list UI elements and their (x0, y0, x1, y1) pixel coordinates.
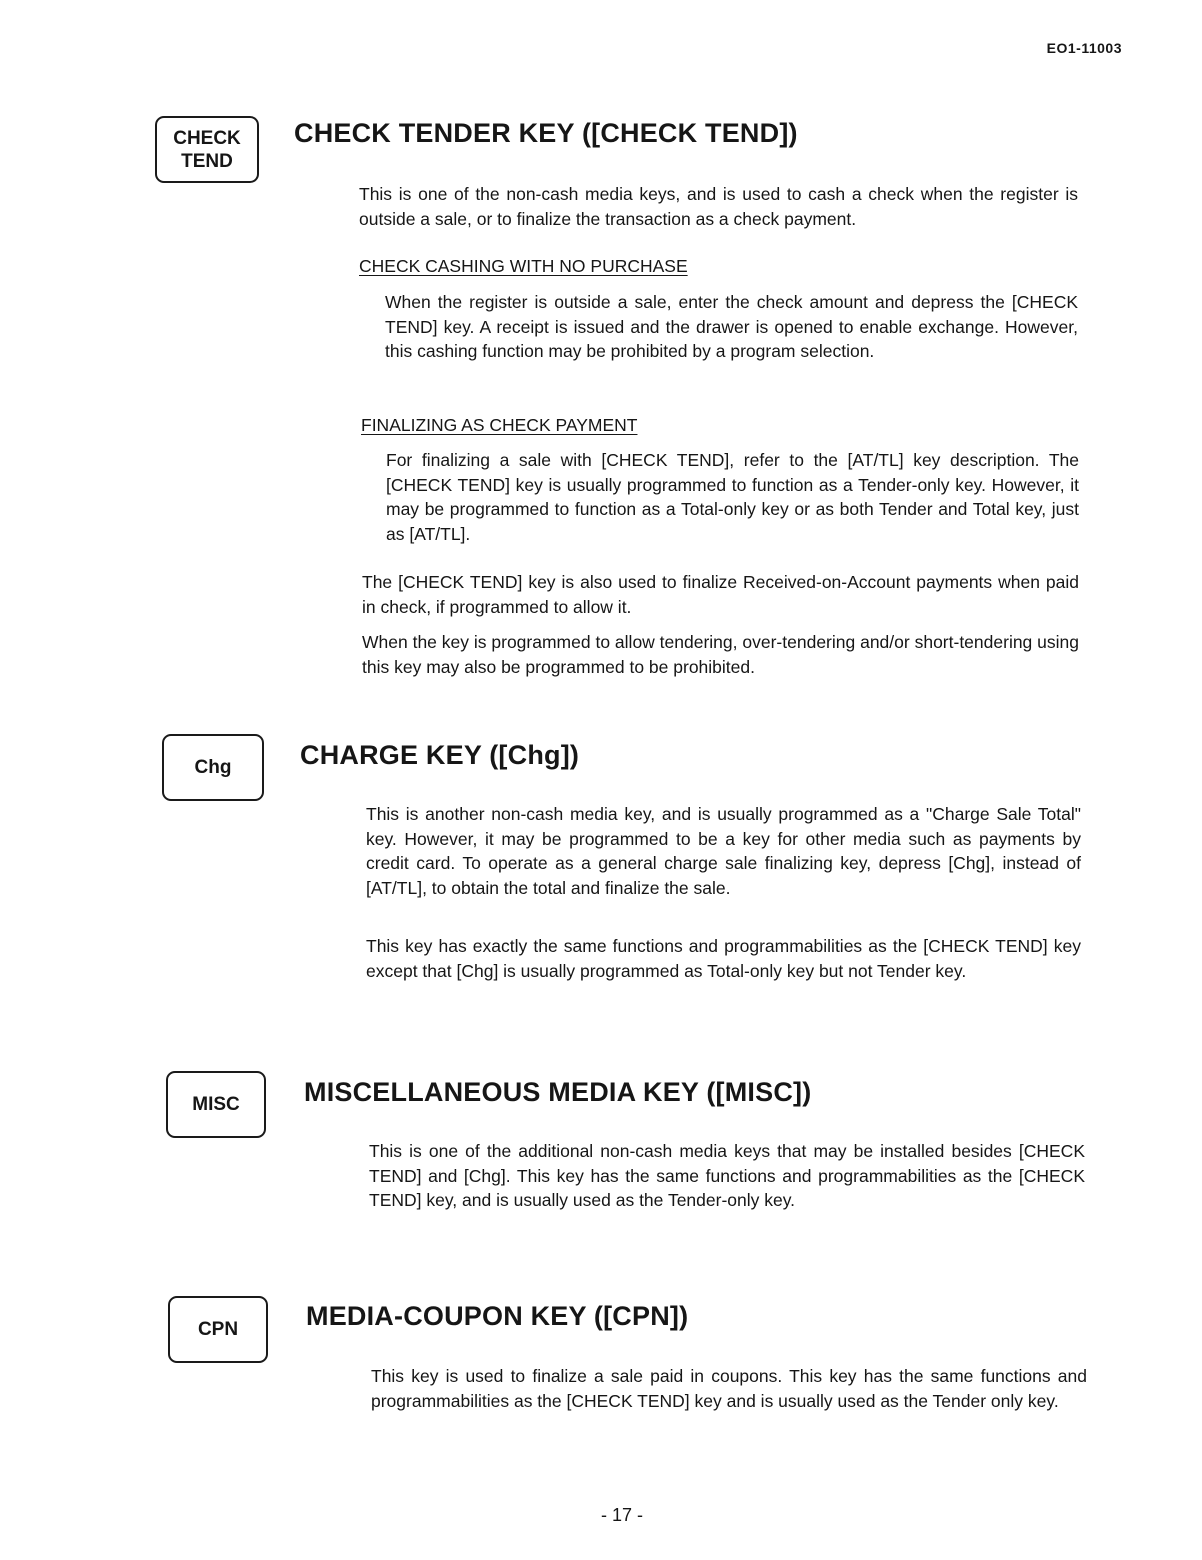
cpn-para-1: This key is used to finalize a sale paid in coupons. This key has the same functions and programmabilities as the [CHECK TEND] key and is usually used as the Tender only key. (371, 1366, 1087, 1411)
key-label: CPN (197, 1319, 239, 1340)
check-tend-intro: This is one of the non-cash media keys, and is used to cash a check when the register is outside a sale, or to finalize the transaction as a check payment. (359, 184, 1078, 229)
subheading-finalizing-check: FINALIZING AS CHECK PAYMENT (361, 415, 638, 435)
check-tend-para-roa: The [CHECK TEND] key is also used to finalize Received-on-Account payments when paid in check, if programmed to allow it. (362, 572, 1079, 617)
key-label-line-2: TEND (181, 150, 233, 172)
misc-key-icon (166, 1071, 266, 1138)
section-title-check-tend: CHECK TENDER KEY ([CHECK TEND]) (294, 118, 798, 148)
chg-para-1: This is another non-cash media key, and is usually programmed as a "Charge Sale Total" key. However, it may be programmed to be a key for other media such as payments by credit card. To operate as a general charge sale finalizing key, depress [Chg], instead of [AT/TL], to obtain the total and finalize the sale. (366, 804, 1081, 898)
chg-key-icon (162, 734, 264, 801)
section-title-chg: CHARGE KEY ([Chg]) (300, 740, 580, 770)
key-label: Chg (194, 757, 232, 778)
key-label-line-1: CHECK (173, 127, 241, 149)
finalizing-check-text: For finalizing a sale with [CHECK TEND], refer to the [AT/TL] key description. The [CHECK TEND] key is usually programmed to function as a Tender-only key. However, it may be programmed to function as a Total-only key or as both Tender and Total key, just as [AT/TL]. (386, 450, 1079, 544)
page-number: - 17 - (600, 1505, 643, 1525)
section-title-misc: MISCELLANEOUS MEDIA KEY ([MISC]) (304, 1077, 812, 1107)
section-title-cpn: MEDIA-COUPON KEY ([CPN]) (306, 1301, 689, 1331)
chg-para-2: This key has exactly the same functions and programmabilities as the [CHECK TEND] key except that [Chg] is usually programmed as Total-only key but not Tender key. (366, 936, 1081, 981)
document-code: EO1-11003 (1046, 40, 1122, 56)
misc-para-1: This is one of the additional non-cash media keys that may be installed besides [CHECK TEND] and [Chg]. This key has the same functions and programmabilities as the [CHECK TEND] key, and is usually used as the Tender-only key. (369, 1141, 1085, 1210)
check-tend-para-tendering: When the key is programmed to allow tendering, over-tendering and/or short-tendering using this key may also be programmed to be prohibited. (362, 632, 1079, 677)
check-cashing-text: When the register is outside a sale, enter the check amount and depress the [CHECK TEND] key. A receipt is issued and the drawer is opened to enable exchange. However, this cashing function may be prohibited by a program selection. (385, 292, 1078, 361)
check-tend-key-icon (155, 116, 259, 183)
subheading-check-cashing: CHECK CASHING WITH NO PURCHASE (359, 256, 688, 276)
cpn-key-icon (168, 1296, 268, 1363)
key-label: MISC (192, 1094, 240, 1115)
